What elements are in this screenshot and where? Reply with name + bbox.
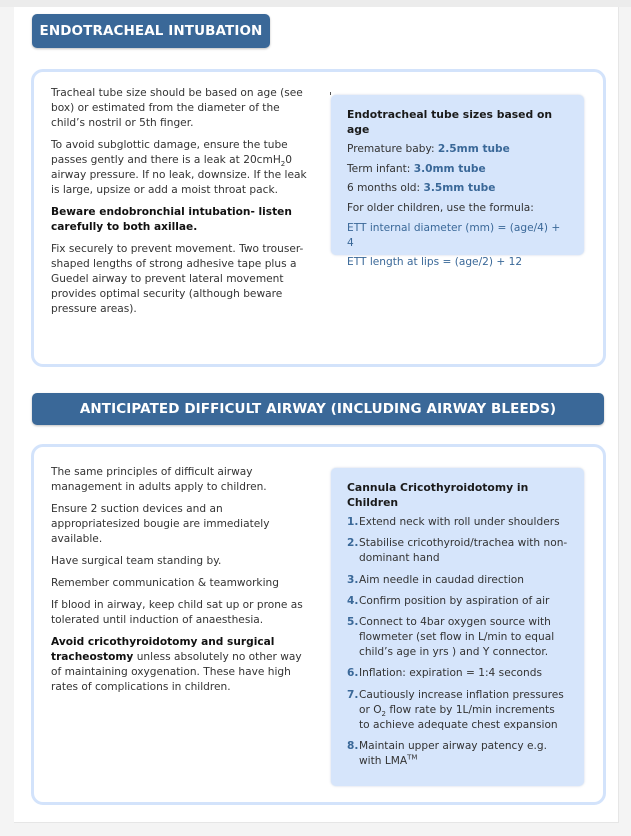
formula-intro: For older children, use the formula:: [347, 202, 534, 215]
step-item: [347, 594, 568, 609]
step-text: Extend neck with roll under shoulders: [359, 516, 560, 528]
subscript: 2: [381, 709, 387, 718]
paragraph: Fix securely to prevent movement. Two trouser-shaped lengths of strong adhesive tape plus a Guedel airway to prevent lateral movement provides optimal security (although beware pressure areas).: [51, 243, 304, 315]
tube-size-row: [347, 162, 568, 177]
step-item: [347, 688, 568, 733]
formula-diameter: ETT internal diameter (mm) = (age/4) + 4: [347, 221, 561, 249]
step-text: [359, 688, 568, 733]
step-item: [347, 615, 568, 660]
paragraph: Ensure 2 suction devices and an appropriatesized bougie are immediately available.: [51, 503, 270, 545]
step-item: [347, 536, 568, 566]
tube-size-value: 3.5mm tube: [423, 182, 496, 195]
top-bar: [0, 0, 631, 7]
tube-size-row: [347, 181, 568, 196]
paragraph: Have surgical team standing by.: [51, 555, 222, 567]
step-text: Connect to 4bar oxygen source with flowmeter (set flow in L/min to equal child’s age in yrs ) and Y connector.: [359, 616, 555, 659]
paragraph: Tracheal tube size should be based on age (see box) or estimated from the diameter of the child’s nostril or 5th finger.: [51, 87, 303, 129]
infobox-title: Cannula Cricothyroidotomy in Children: [347, 481, 529, 509]
stray-mark: [330, 92, 331, 95]
step-text: Aim needle in caudad direction: [359, 573, 524, 586]
step-item: [347, 515, 568, 530]
step-item: [347, 666, 568, 681]
intubation-guidance-text: [51, 86, 313, 324]
difficult-airway-text: [51, 465, 313, 702]
step-item: [347, 573, 568, 588]
step-text-part: Cautiously increase inflation pressures or O: [359, 688, 564, 716]
step-text: Inflation: expiration = 1:4 seconds: [359, 667, 542, 680]
step-number: 6.: [347, 667, 359, 680]
warning-paragraph: [51, 635, 313, 695]
step-text: Confirm position by aspiration of air: [359, 594, 550, 607]
age-label: Premature baby:: [347, 143, 438, 155]
paragraph-text: To avoid subglottic damage, ensure the tube passes gently and there is a leak at 20cmH: [51, 139, 288, 166]
tube-size-value: 2.5mm tube: [437, 143, 510, 155]
section-header-endotracheal-intubation: [32, 14, 270, 48]
step-text: Stabilise cricothyroid/trachea with non-dominant hand: [359, 537, 568, 565]
paragraph: If blood in airway, keep child sat up or prone as tolerated until induction of anaesthesia.: [51, 599, 303, 626]
age-label: 6 months old:: [347, 182, 424, 195]
difficult-airway-panel: [31, 444, 606, 805]
step-number: 5.: [347, 616, 359, 629]
age-label: Term infant:: [347, 162, 414, 175]
document-page: [14, 7, 619, 823]
subscript: 2: [280, 160, 286, 169]
infobox-title: Endotracheal tube sizes based on age: [347, 108, 553, 136]
step-text-part: flow rate by 1L/min increments to achieve adequate chest expansion: [359, 703, 558, 731]
step-text-part: Maintain upper airway patency e.g. with LMA: [359, 740, 547, 768]
procedure-steps: [347, 515, 568, 769]
section-header-difficult-airway: [32, 393, 604, 425]
step-number: 4.: [347, 594, 359, 607]
endotracheal-intubation-panel: [31, 69, 606, 367]
paragraph: Remember communication & teamworking: [51, 577, 279, 589]
step-text: [359, 739, 568, 769]
formula-length: ETT length at lips = (age/2) + 12: [347, 256, 523, 269]
paragraph: The same principles of difficult airway management in adults apply to children.: [51, 466, 267, 493]
step-item: [347, 739, 568, 769]
step-number: 2.: [347, 537, 359, 550]
tube-size-value: 3.0mm tube: [413, 162, 486, 175]
step-number: 1.: [347, 516, 359, 528]
step-number: 8.: [347, 740, 359, 753]
paragraph-text: 0 airway pressure. If no leak, downsize. If the leak is large, upsize or add a moist throat pack.: [51, 154, 307, 196]
trademark-mark: TM: [407, 753, 418, 762]
tube-size-row: [347, 142, 568, 157]
warning-text: unless absolutely no other way of maintaining oxygenation. These have high rates of complications in children.: [51, 651, 302, 693]
section-title: ANTICIPATED DIFFICULT AIRWAY (INCLUDING AIRWAY BLEEDS): [79, 401, 557, 417]
step-number: 7.: [347, 688, 359, 701]
paragraph: [51, 138, 313, 198]
section-title: ENDOTRACHEAL INTUBATION: [39, 23, 263, 39]
warning-paragraph: Beware endobronchial intubation- listen carefully to both axillae.: [51, 206, 292, 233]
warning-bold-text: Avoid cricothyroidotomy and surgical tracheostomy: [51, 636, 275, 663]
step-number: 3.: [347, 573, 359, 586]
cricothyroidotomy-infobox: [331, 468, 584, 786]
tube-sizes-infobox: [331, 95, 584, 269]
